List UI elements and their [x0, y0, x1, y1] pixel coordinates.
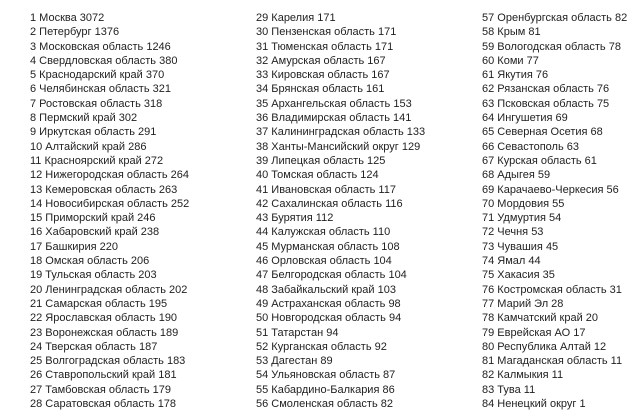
- list-item: 43 Бурятия 112: [256, 212, 334, 225]
- list-item: 75 Хакасия 35: [482, 269, 555, 282]
- list-item: 52 Курганская область 92: [256, 340, 387, 353]
- list-item: 20 Ленинградская область 202: [30, 283, 188, 296]
- list-item: 58 Крым 81: [482, 26, 541, 39]
- list-item: 53 Дагестан 89: [256, 355, 333, 368]
- list-item: 24 Тверская область 187: [30, 340, 158, 353]
- list-item: 9 Иркутская область 291: [30, 126, 157, 139]
- list-item: 56 Смоленская область 82: [256, 398, 393, 411]
- ranking-column-1: [30, 11, 189, 411]
- list-item: 45 Мурманская область 108: [256, 240, 400, 253]
- list-item: 81 Магаданская область 11: [482, 355, 623, 368]
- list-item: 66 Севастополь 63: [482, 140, 579, 153]
- list-item: 33 Кировская область 167: [256, 69, 390, 82]
- list-item: 29 Карелия 171: [256, 12, 336, 24]
- list-item: 25 Волгоградская область 183: [30, 355, 186, 368]
- list-item: 34 Брянская область 161: [256, 83, 385, 96]
- list-item: 50 Новгородская область 94: [256, 312, 402, 325]
- list-item: 5 Краснодарский край 370: [30, 69, 165, 82]
- list-item: 76 Костромская область 31: [482, 283, 622, 296]
- list-item: 6 Челябинская область 321: [30, 83, 171, 96]
- list-item: 42 Сахалинская область 116: [256, 197, 403, 210]
- list-item: 54 Ульяновская область 87: [256, 369, 396, 382]
- list-item: 14 Новосибирская область 252: [30, 197, 190, 210]
- list-item: 40 Томская область 124: [256, 169, 379, 182]
- list-item: 23 Воронежская область 189: [30, 326, 179, 339]
- list-item: 77 Марий Эл 28: [482, 297, 564, 310]
- list-item: 55 Кабардино-Балкария 86: [256, 383, 395, 396]
- list-item: 47 Белгородская область 104: [256, 269, 407, 282]
- list-item: 49 Астраханская область 98: [256, 297, 401, 310]
- list-item: 83 Тува 11: [482, 383, 536, 396]
- list-item: 63 Псковская область 75: [482, 97, 610, 110]
- list-item: 4 Свердловская область 380: [30, 54, 178, 67]
- list-item: 37 Калининградская область 133: [256, 126, 426, 139]
- list-item: 70 Мордовия 55: [482, 197, 565, 210]
- list-item: 3 Московская область 1246: [30, 40, 171, 53]
- list-item: 11 Красноярский край 272: [30, 154, 164, 167]
- list-item: 1 Москва 3072: [30, 12, 105, 24]
- list-item: 19 Тульская область 203: [30, 269, 157, 282]
- ranking-column-2: [256, 11, 425, 411]
- list-item: 67 Курская область 61: [482, 154, 597, 167]
- list-item: 46 Орловская область 104: [256, 255, 392, 268]
- list-item: 7 Ростовская область 318: [30, 97, 163, 110]
- list-item: 84 Ненецкий округ 1: [482, 398, 586, 411]
- list-item: 61 Якутия 76: [482, 69, 549, 82]
- list-item: 15 Приморский край 246: [30, 212, 156, 225]
- list-item: 22 Ярославская область 190: [30, 312, 178, 325]
- list-item: 13 Кемеровская область 263: [30, 183, 178, 196]
- list-item: 44 Калужская область 110: [256, 226, 391, 239]
- list-item: 82 Калмыкия 11: [482, 369, 564, 382]
- list-item: 36 Владимирская область 141: [256, 112, 412, 125]
- list-item: 16 Хабаровский край 238: [30, 226, 160, 239]
- list-item: 74 Ямал 44: [482, 255, 541, 268]
- list-item: 62 Рязанская область 76: [482, 83, 610, 96]
- list-item: 35 Архангельская область 153: [256, 97, 412, 110]
- list-item: 2 Петербург 1376: [30, 26, 120, 39]
- list-item: 60 Коми 77: [482, 54, 539, 67]
- list-item: 79 Еврейская АО 17: [482, 326, 586, 339]
- list-item: 65 Северная Осетия 68: [482, 126, 603, 139]
- list-item: 59 Вологодская область 78: [482, 40, 621, 53]
- list-item: 64 Ингушетия 69: [482, 112, 568, 125]
- list-item: 57 Оренбургская область 82: [482, 12, 628, 24]
- list-item: 48 Забайкальский край 103: [256, 283, 396, 296]
- ranking-column-3: [482, 11, 627, 411]
- list-item: 72 Чечня 53: [482, 226, 544, 239]
- list-item: 30 Пензенская область 171: [256, 26, 397, 39]
- list-item: 8 Пермский край 302: [30, 112, 138, 125]
- list-item: 32 Амурская область 167: [256, 54, 386, 67]
- list-item: 69 Карачаево-Черкесия 56: [482, 183, 619, 196]
- list-item: 12 Нижегородская область 264: [30, 169, 189, 182]
- list-item: 73 Чувашия 45: [482, 240, 559, 253]
- list-item: 71 Удмуртия 54: [482, 212, 562, 225]
- list-item: 21 Самарская область 195: [30, 297, 168, 310]
- list-item: 51 Татарстан 94: [256, 326, 339, 339]
- list-item: 39 Липецкая область 125: [256, 154, 386, 167]
- list-item: 41 Ивановская область 117: [256, 183, 396, 196]
- list-item: 17 Башкирия 220: [30, 240, 119, 253]
- list-item: 28 Саратовская область 178: [30, 398, 177, 411]
- list-item: 31 Тюменская область 171: [256, 40, 394, 53]
- list-item: 26 Ставропольский край 181: [30, 369, 177, 382]
- list-item: 18 Омская область 206: [30, 255, 150, 268]
- list-item: 10 Алтайский край 286: [30, 140, 147, 153]
- list-item: 80 Республика Алтай 12: [482, 340, 607, 353]
- region-ranking-list: [30, 11, 630, 411]
- list-item: 38 Ханты-Мансийский округ 129: [256, 140, 421, 153]
- list-item: 68 Адыгея 59: [482, 169, 551, 182]
- list-item: 78 Камчатский край 20: [482, 312, 599, 325]
- list-item: 27 Тамбовская область 179: [30, 383, 172, 396]
